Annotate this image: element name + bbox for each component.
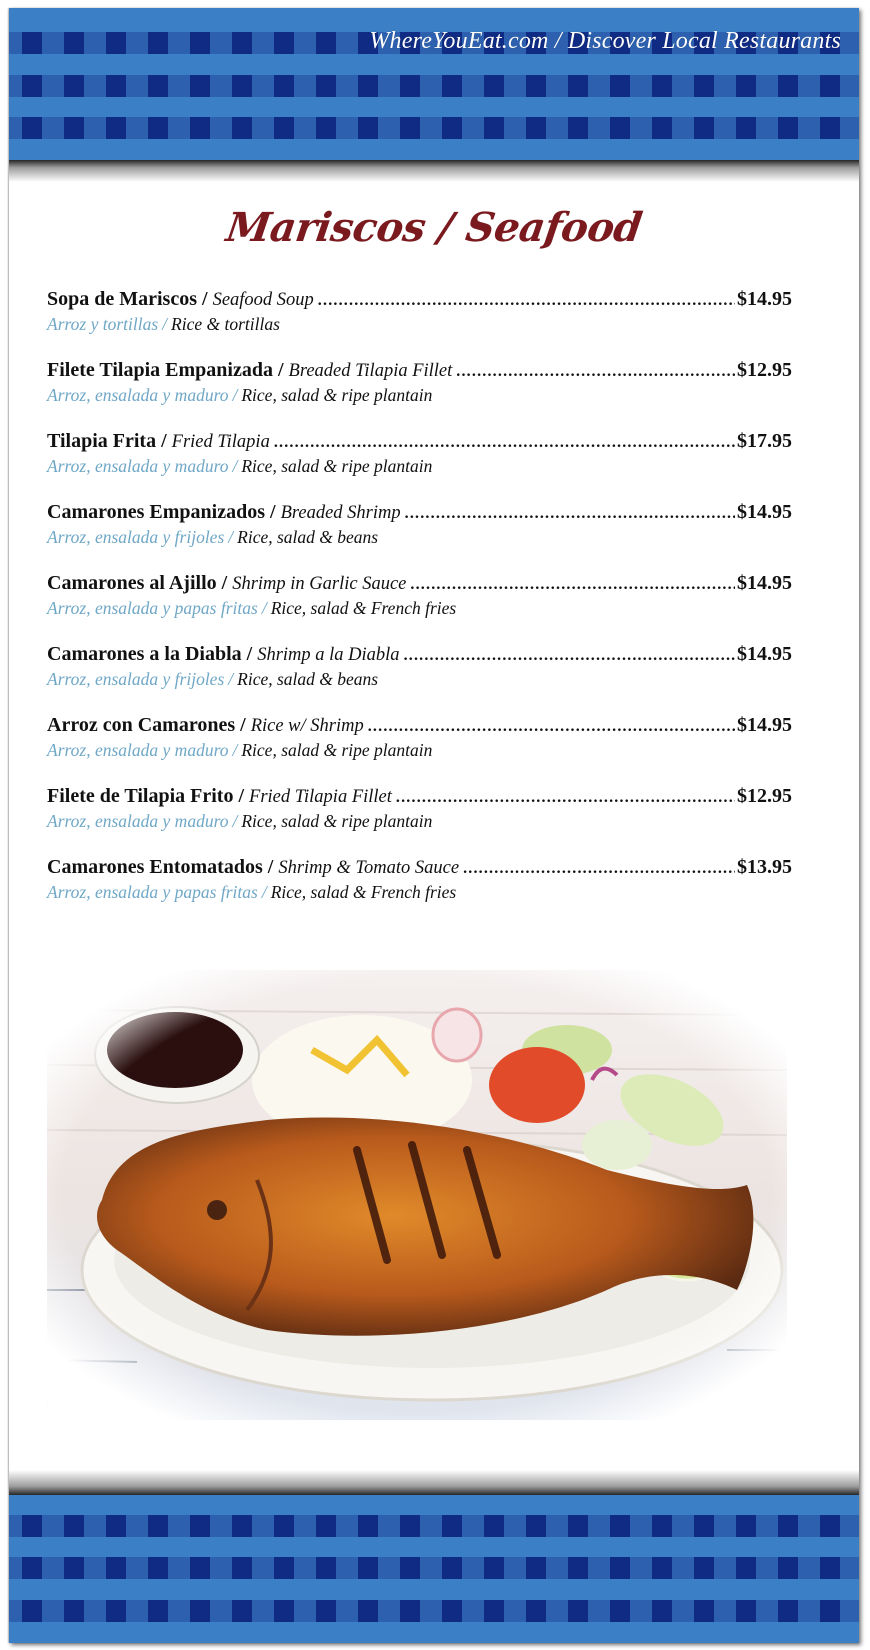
sides-en: Rice, salad & French fries	[270, 598, 457, 618]
dot-leader	[368, 718, 735, 736]
gingham-stripe	[9, 1557, 859, 1579]
sides-en: Rice, salad & ripe plantain	[241, 811, 433, 831]
sides-en: Rice, salad & ripe plantain	[241, 456, 433, 476]
gingham-stripe	[9, 1600, 859, 1622]
dot-leader	[405, 505, 735, 523]
item-price: $17.95	[737, 430, 792, 452]
item-name-es: Camarones Entomatados	[47, 856, 263, 878]
item-sides	[47, 527, 792, 548]
sides-en: Rice, salad & ripe plantain	[241, 385, 433, 405]
separator: /	[232, 740, 238, 760]
separator: /	[240, 714, 246, 736]
sides-es: Arroz, ensalada y maduro	[47, 385, 229, 405]
item-name-es: Filete Tilapia Empanizada	[47, 359, 273, 381]
item-price: $12.95	[737, 359, 792, 381]
separator: /	[238, 785, 245, 807]
item-sides	[47, 314, 792, 335]
sides-en: Rice, salad & beans	[237, 669, 379, 689]
item-name-es: Camarones a la Diabla	[47, 643, 242, 665]
item-price: $14.95	[737, 501, 792, 523]
item-name-es: Sopa de Mariscos	[47, 288, 197, 310]
section-title: Mariscos / Seafood	[223, 204, 645, 251]
item-name-es: Camarones Empanizados	[47, 501, 265, 523]
separator: /	[261, 882, 267, 902]
menu-item	[47, 501, 792, 572]
menu-page	[9, 8, 859, 1643]
sides-es: Arroz, ensalada y frijoles	[47, 527, 225, 547]
item-sides	[47, 882, 792, 903]
sides-es: Arroz, ensalada y papas fritas	[47, 882, 258, 902]
menu-item	[47, 856, 792, 927]
separator: /	[232, 456, 238, 476]
item-name-en: Fried Tilapia	[171, 432, 270, 452]
item-price: $13.95	[737, 856, 792, 878]
menu-item	[47, 359, 792, 430]
separator: /	[267, 856, 274, 878]
header-shadow	[9, 160, 859, 182]
sides-en: Rice, salad & French fries	[270, 882, 457, 902]
item-price: $14.95	[737, 714, 792, 736]
separator: /	[232, 811, 238, 831]
sides-es: Arroz, ensalada y maduro	[47, 456, 229, 476]
item-price: $14.95	[737, 288, 792, 310]
sides-en: Rice, salad & beans	[237, 527, 379, 547]
separator: /	[228, 527, 234, 547]
menu-item	[47, 714, 792, 785]
sides-es: Arroz, ensalada y papas fritas	[47, 598, 258, 618]
separator: /	[228, 669, 234, 689]
sides-es: Arroz y tortillas	[47, 314, 159, 334]
sides-en: Rice, salad & ripe plantain	[241, 740, 433, 760]
menu-item	[47, 785, 792, 856]
item-name-en: Rice w/ Shrimp	[250, 716, 364, 736]
item-sides	[47, 811, 792, 832]
separator: /	[162, 314, 168, 334]
item-name-en: Fried Tilapia Fillet	[249, 787, 392, 807]
separator: /	[221, 572, 228, 594]
menu-item	[47, 643, 792, 714]
separator: /	[277, 359, 284, 381]
menu-item	[47, 288, 792, 359]
item-sides	[47, 456, 792, 477]
item-price: $12.95	[737, 785, 792, 807]
separator: /	[270, 501, 276, 523]
item-name-es: Arroz con Camarones	[47, 714, 236, 736]
sides-es: Arroz, ensalada y frijoles	[47, 669, 225, 689]
dot-leader	[410, 576, 735, 594]
item-name-es: Camarones al Ajillo	[47, 572, 217, 594]
item-sides	[47, 598, 792, 619]
site-label: WhereYouEat.com / Discover Local Restaurants	[369, 28, 841, 54]
sides-es: Arroz, ensalada y maduro	[47, 740, 229, 760]
dot-leader	[274, 434, 735, 452]
separator: /	[232, 385, 238, 405]
item-sides	[47, 669, 792, 690]
menu-list	[47, 288, 792, 927]
item-name-en: Breaded Shrimp	[280, 503, 401, 523]
item-name-en: Shrimp a la Diabla	[257, 645, 400, 665]
item-name-en: Shrimp & Tomato Sauce	[278, 858, 460, 878]
gingham-stripe	[9, 1515, 859, 1537]
dot-leader	[396, 789, 735, 807]
dot-leader	[404, 647, 735, 665]
sides-es: Arroz, ensalada y maduro	[47, 811, 229, 831]
item-name-en: Seafood Soup	[212, 290, 314, 310]
separator: /	[246, 643, 253, 665]
item-name-es: Tilapia Frita	[47, 430, 157, 452]
food-photo	[47, 970, 787, 1420]
sides-en: Rice & tortillas	[171, 314, 280, 334]
separator: /	[261, 598, 267, 618]
header-gingham-band	[9, 8, 859, 160]
fried-fish-plate-image	[47, 970, 787, 1420]
footer-gingham-band	[9, 1495, 859, 1643]
gingham-stripe	[9, 75, 859, 97]
item-name-en: Breaded Tilapia Fillet	[288, 361, 453, 381]
footer-shadow	[9, 1470, 859, 1495]
item-name-en: Shrimp in Garlic Sauce	[232, 574, 407, 594]
dot-leader	[463, 860, 735, 878]
gingham-stripe	[9, 117, 859, 139]
item-sides	[47, 385, 792, 406]
item-name-es: Filete de Tilapia Frito	[47, 785, 234, 807]
item-price: $14.95	[737, 643, 792, 665]
dot-leader	[318, 292, 735, 310]
dot-leader	[456, 363, 735, 381]
separator: /	[161, 430, 167, 452]
menu-item	[47, 572, 792, 643]
item-price: $14.95	[737, 572, 792, 594]
separator: /	[202, 288, 208, 310]
menu-item	[47, 430, 792, 501]
item-sides	[47, 740, 792, 761]
